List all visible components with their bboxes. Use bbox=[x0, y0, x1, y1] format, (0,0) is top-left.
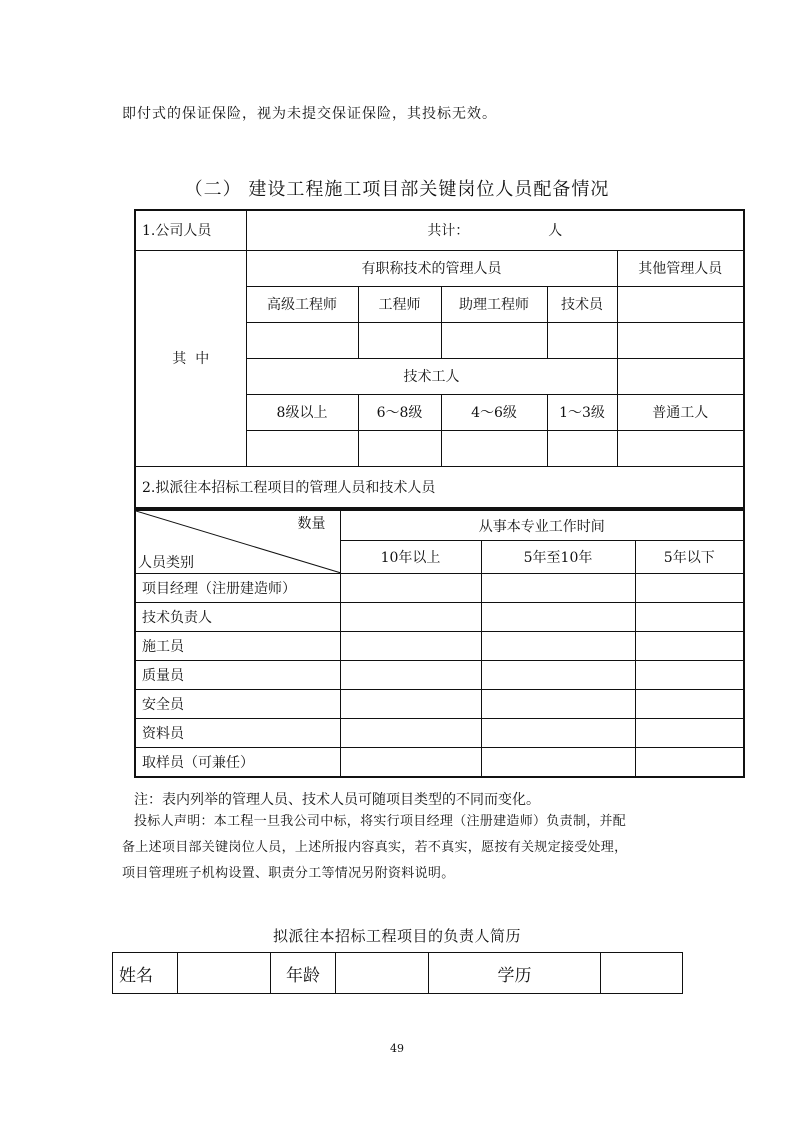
total-unit: 人 bbox=[548, 223, 563, 240]
table-cell[interactable] bbox=[635, 748, 744, 777]
workers-header-blank bbox=[617, 358, 744, 394]
engineer-count-cell[interactable] bbox=[358, 322, 441, 358]
table-cell[interactable] bbox=[635, 690, 744, 719]
row-label-sampler: 取样员（可兼任） bbox=[135, 748, 340, 777]
education-label: 学历 bbox=[429, 953, 601, 994]
page-number: 49 bbox=[390, 1042, 404, 1055]
table-note: 注：表内列举的管理人员、技术人员可随项目类型的不同而变化。 bbox=[134, 792, 540, 808]
age-field[interactable] bbox=[336, 953, 429, 994]
table-cell[interactable] bbox=[340, 719, 481, 748]
table-cell[interactable] bbox=[340, 632, 481, 661]
table-cell[interactable] bbox=[481, 690, 635, 719]
total-cell[interactable] bbox=[246, 210, 744, 250]
row-label-documentation-officer: 资料员 bbox=[135, 719, 340, 748]
section2-label: 2.拟派往本招标工程项目的管理人员和技术人员 bbox=[135, 466, 744, 508]
table-cell[interactable] bbox=[635, 661, 744, 690]
assistant-engineer-header: 助理工程师 bbox=[441, 286, 547, 322]
intro-paragraph: 即付式的保证保险，视为未提交保证保险，其投标无效。 bbox=[122, 106, 497, 122]
other-managers-header: 其他管理人员 bbox=[617, 250, 744, 286]
over-10-years-header: 10年以上 bbox=[340, 541, 481, 574]
table-cell[interactable] bbox=[340, 690, 481, 719]
titled-managers-header: 有职称技术的管理人员 bbox=[246, 250, 617, 286]
senior-engineer-count-cell[interactable] bbox=[246, 322, 358, 358]
education-field[interactable] bbox=[601, 953, 683, 994]
company-staff-label: 1.公司人员 bbox=[135, 210, 246, 250]
quantity-label: 数量 bbox=[297, 516, 326, 532]
general-worker-count-cell[interactable] bbox=[617, 430, 744, 466]
grade-8-plus-header: 8级以上 bbox=[246, 394, 358, 430]
row-label-project-manager: 项目经理（注册建造师） bbox=[135, 574, 340, 603]
name-label: 姓名 bbox=[113, 953, 178, 994]
table-cell[interactable] bbox=[635, 574, 744, 603]
declaration-line-1: 投标人声明：本工程一旦我公司中标，将实行项目经理（注册建造师）负责制，并配 bbox=[134, 814, 627, 829]
other-managers-count-cell[interactable] bbox=[617, 322, 744, 358]
technician-header: 技术员 bbox=[547, 286, 617, 322]
grade-1-3-count-cell[interactable] bbox=[547, 430, 617, 466]
grade-6-8-header: 6～8级 bbox=[358, 394, 441, 430]
table-cell[interactable] bbox=[340, 603, 481, 632]
table-cell[interactable] bbox=[340, 748, 481, 777]
table-cell[interactable] bbox=[481, 748, 635, 777]
row-label-technical-lead: 技术负责人 bbox=[135, 603, 340, 632]
technician-count-cell[interactable] bbox=[547, 322, 617, 358]
work-time-header: 从事本专业工作时间 bbox=[340, 510, 744, 541]
grade-4-6-count-cell[interactable] bbox=[441, 430, 547, 466]
section-title: （二） 建设工程施工项目部关键岗位人员配备情况 bbox=[184, 179, 610, 200]
table-cell[interactable] bbox=[340, 574, 481, 603]
grade-4-6-header: 4～6级 bbox=[441, 394, 547, 430]
resume-table bbox=[112, 952, 683, 994]
total-label: 共计： bbox=[427, 223, 470, 240]
under-5-years-header: 5年以下 bbox=[635, 541, 744, 574]
row-label-construction-worker: 施工员 bbox=[135, 632, 340, 661]
table-cell[interactable] bbox=[481, 603, 635, 632]
category-label: 人员类别 bbox=[138, 555, 194, 571]
grade-1-3-header: 1～3级 bbox=[547, 394, 617, 430]
table-cell[interactable] bbox=[481, 661, 635, 690]
engineer-header: 工程师 bbox=[358, 286, 441, 322]
name-field[interactable] bbox=[178, 953, 271, 994]
diagonal-header-cell bbox=[135, 510, 340, 574]
table-cell[interactable] bbox=[481, 574, 635, 603]
table-cell[interactable] bbox=[481, 632, 635, 661]
row-label-quality-officer: 质量员 bbox=[135, 661, 340, 690]
declaration-line-2: 备上述项目部关键岗位人员，上述所报内容真实，若不真实，愿按有关规定接受处理， bbox=[122, 840, 628, 855]
grade-6-8-count-cell[interactable] bbox=[358, 430, 441, 466]
assistant-engineer-count-cell[interactable] bbox=[441, 322, 547, 358]
table-cell[interactable] bbox=[635, 632, 744, 661]
other-managers-subheader-blank bbox=[617, 286, 744, 322]
table-cell[interactable] bbox=[635, 719, 744, 748]
5-to-10-years-header: 5年至10年 bbox=[481, 541, 635, 574]
resume-title: 拟派往本招标工程项目的负责人简历 bbox=[272, 927, 521, 945]
declaration-line-3: 项目管理班子机构设置、职责分工等情况另附资料说明。 bbox=[122, 866, 455, 881]
general-worker-header: 普通工人 bbox=[617, 394, 744, 430]
row-label-safety-officer: 安全员 bbox=[135, 690, 340, 719]
table-cell[interactable] bbox=[635, 603, 744, 632]
workers-header: 技术工人 bbox=[246, 358, 617, 394]
senior-engineer-header: 高级工程师 bbox=[246, 286, 358, 322]
grade-8-plus-count-cell[interactable] bbox=[246, 430, 358, 466]
assigned-staff-table bbox=[134, 509, 745, 778]
table-cell[interactable] bbox=[481, 719, 635, 748]
table-cell[interactable] bbox=[340, 661, 481, 690]
among-label: 其 中 bbox=[135, 250, 246, 466]
age-label: 年龄 bbox=[271, 953, 336, 994]
company-staff-table bbox=[134, 209, 745, 509]
